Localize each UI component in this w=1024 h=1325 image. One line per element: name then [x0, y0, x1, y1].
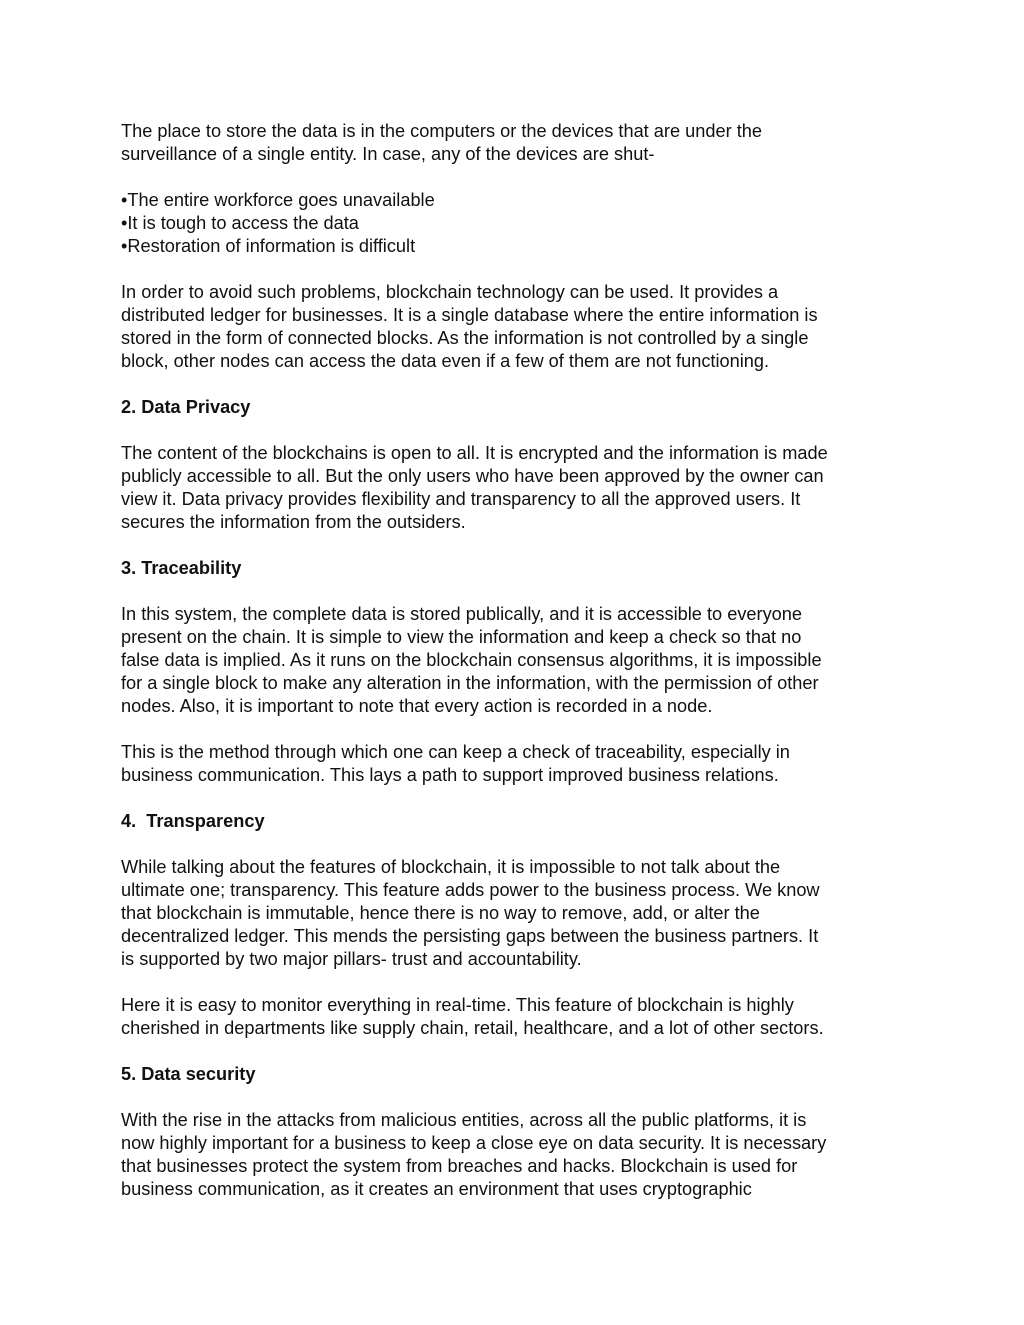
text-line: is supported by two major pillars- trust and accountability. — [121, 949, 582, 969]
solution-paragraph — [121, 281, 911, 373]
text-line: that blockchain is immutable, hence there is no way to remove, add, or alter the — [121, 903, 760, 923]
transparency-paragraph-1 — [121, 856, 911, 971]
text-line: that businesses protect the system from breaches and hacks. Blockchain is used for — [121, 1156, 798, 1176]
text-line: nodes. Also, it is important to note that every action is recorded in a node. — [121, 696, 713, 716]
text-line: view it. Data privacy provides flexibility and transparency to all the approved users. It — [121, 489, 801, 509]
text-line: now highly important for a business to keep a close eye on data security. It is necessary — [121, 1133, 827, 1153]
bullet-text: It is tough to access the data — [127, 213, 359, 233]
text-line: publicly accessible to all. But the only users who have been approved by the owner can — [121, 466, 824, 486]
transparency-paragraph-2 — [121, 994, 911, 1040]
text-line: The place to store the data is in the computers or the devices that are under the — [121, 121, 762, 141]
bullet-icon: • — [121, 236, 128, 256]
bullet-item — [121, 189, 911, 212]
text-line: While talking about the features of blockchain, it is impossible to not talk about the — [121, 857, 781, 877]
text-line: secures the information from the outsiders. — [121, 512, 466, 532]
bullet-icon: • — [121, 190, 128, 210]
text-line: With the rise in the attacks from malicious entities, across all the public platforms, it is — [121, 1110, 807, 1130]
text-line: stored in the form of connected blocks. As the information is not controlled by a single — [121, 328, 809, 348]
bullet-icon: • — [121, 213, 128, 233]
traceability-paragraph-1 — [121, 603, 911, 718]
text-line: present on the chain. It is simple to view the information and keep a check so that no — [121, 627, 802, 647]
text-line: This is the method through which one can keep a check of traceability, especially in — [121, 742, 790, 762]
section-heading-data-privacy: 2. Data Privacy — [121, 397, 251, 417]
text-line: business communication. This lays a path to support improved business relations. — [121, 765, 779, 785]
text-line: decentralized ledger. This mends the persisting gaps between the business partners. It — [121, 926, 819, 946]
bullet-item — [121, 212, 911, 235]
intro-paragraph — [121, 120, 911, 166]
text-line: for a single block to make any alteration in the information, with the permission of other — [121, 673, 819, 693]
text-line: In this system, the complete data is stored publically, and it is accessible to everyone — [121, 604, 803, 624]
text-line: block, other nodes can access the data even if a few of them are not functioning. — [121, 351, 770, 371]
bullet-text: The entire workforce goes unavailable — [127, 190, 435, 210]
text-line: The content of the blockchains is open to all. It is encrypted and the information is made — [121, 443, 828, 463]
bullet-text: Restoration of information is difficult — [127, 236, 416, 256]
text-line: cherished in departments like supply chain, retail, healthcare, and a lot of other sectors. — [121, 1018, 824, 1038]
text-line: surveillance of a single entity. In case, any of the devices are shut- — [121, 144, 655, 164]
text-line: Here it is easy to monitor everything in real-time. This feature of blockchain is highly — [121, 995, 794, 1015]
bullet-item — [121, 235, 911, 258]
text-line: In order to avoid such problems, blockchain technology can be used. It provides a — [121, 282, 779, 302]
data-security-paragraph — [121, 1109, 911, 1201]
text-line: ultimate one; transparency. This feature adds power to the business process. We know — [121, 880, 820, 900]
section-heading-transparency: 4. Transparency — [121, 811, 265, 831]
document-page — [121, 120, 911, 1224]
traceability-paragraph-2 — [121, 741, 911, 787]
bullet-list — [121, 189, 911, 258]
section-heading-traceability: 3. Traceability — [121, 558, 242, 578]
text-line: false data is implied. As it runs on the blockchain consensus algorithms, it is impossible — [121, 650, 822, 670]
text-line: business communication, as it creates an environment that uses cryptographic — [121, 1179, 752, 1199]
data-privacy-paragraph — [121, 442, 911, 534]
text-line: distributed ledger for businesses. It is a single database where the entire information is — [121, 305, 818, 325]
section-heading-data-security: 5. Data security — [121, 1064, 256, 1084]
